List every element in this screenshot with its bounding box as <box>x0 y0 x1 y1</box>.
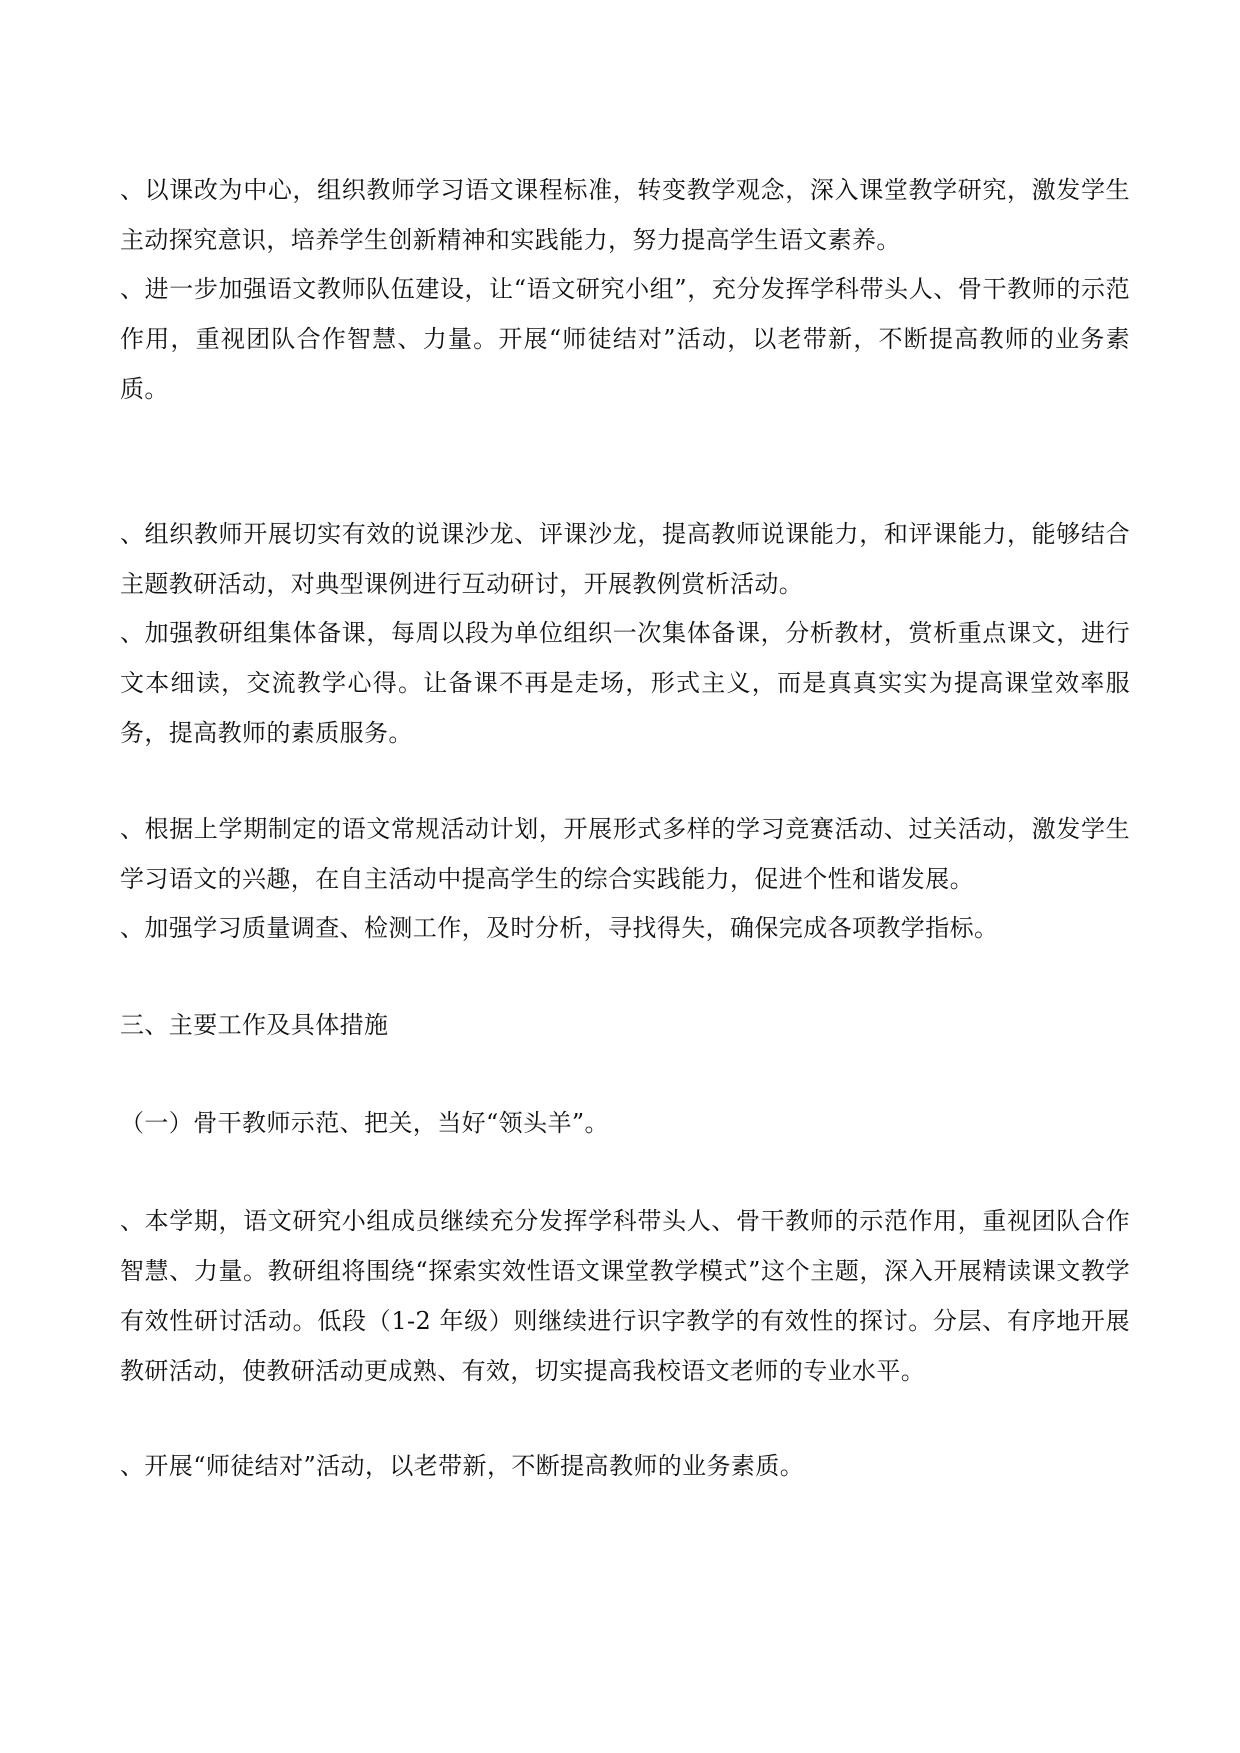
paragraph-7: 、本学期，语文研究小组成员继续充分发挥学科带头人、骨干教师的示范作用，重视团队合作智慧、力量。教研组将围绕“探索实效性语文课堂教学模式”这个主题，深入开展精读课文教学有效性研讨活动。低段（1-2 年级）则继续进行识字教学的有效性的探讨。分层、有序地开展教研活动，使教研活动更成熟、有效，切实提高我校语文老师的专业水平。 <box>120 1207 1130 1385</box>
paragraph-3: 、组织教师开展切实有效的说课沙龙、评课沙龙，提高教师说课能力，和评课能力，能够结合主题教研活动，对典型课例进行互动研讨，开展教例赏析活动。 <box>120 520 1130 598</box>
subsection-heading: （一）骨干教师示范、把关，当好“领头羊”。 <box>120 1109 609 1137</box>
paragraph-2: 、进一步加强语文教师队伍建设，让“语文研究小组”，充分发挥学科带头人、骨干教师的示范作用，重视团队合作智慧、力量。开展“师徒结对”活动，以老带新，不断提高教师的业务素质。 <box>120 275 1130 403</box>
paragraph-5: 、根据上学期制定的语文常规活动计划，开展形式多样的学习竞赛活动、过关活动，激发学生学习语文的兴趣，在自主活动中提高学生的综合实践能力，促进个性和谐发展。 <box>120 815 1130 893</box>
paragraph-6: 、加强学习质量调查、检测工作，及时分析，寻找得失，确保完成各项教学指标。 <box>120 914 999 942</box>
paragraph-8: 、开展“师徒结对”活动，以老带新，不断提高教师的业务素质。 <box>120 1452 805 1480</box>
paragraph-1: 、以课改为中心，组织教师学习语文课程标准，转变教学观念，深入课堂教学研究，激发学生主动探究意识，培养学生创新精神和实践能力，努力提高学生语文素养。 <box>120 176 1130 254</box>
paragraph-4: 、加强教研组集体备课，每周以段为单位组织一次集体备课，分析教材，赏析重点课文，进行文本细读，交流教学心得。让备课不再是走场，形式主义，而是真真实实为提高课堂效率服务，提高教师的素质服务。 <box>120 619 1130 747</box>
section-heading: 三、主要工作及具体措施 <box>120 1011 389 1039</box>
